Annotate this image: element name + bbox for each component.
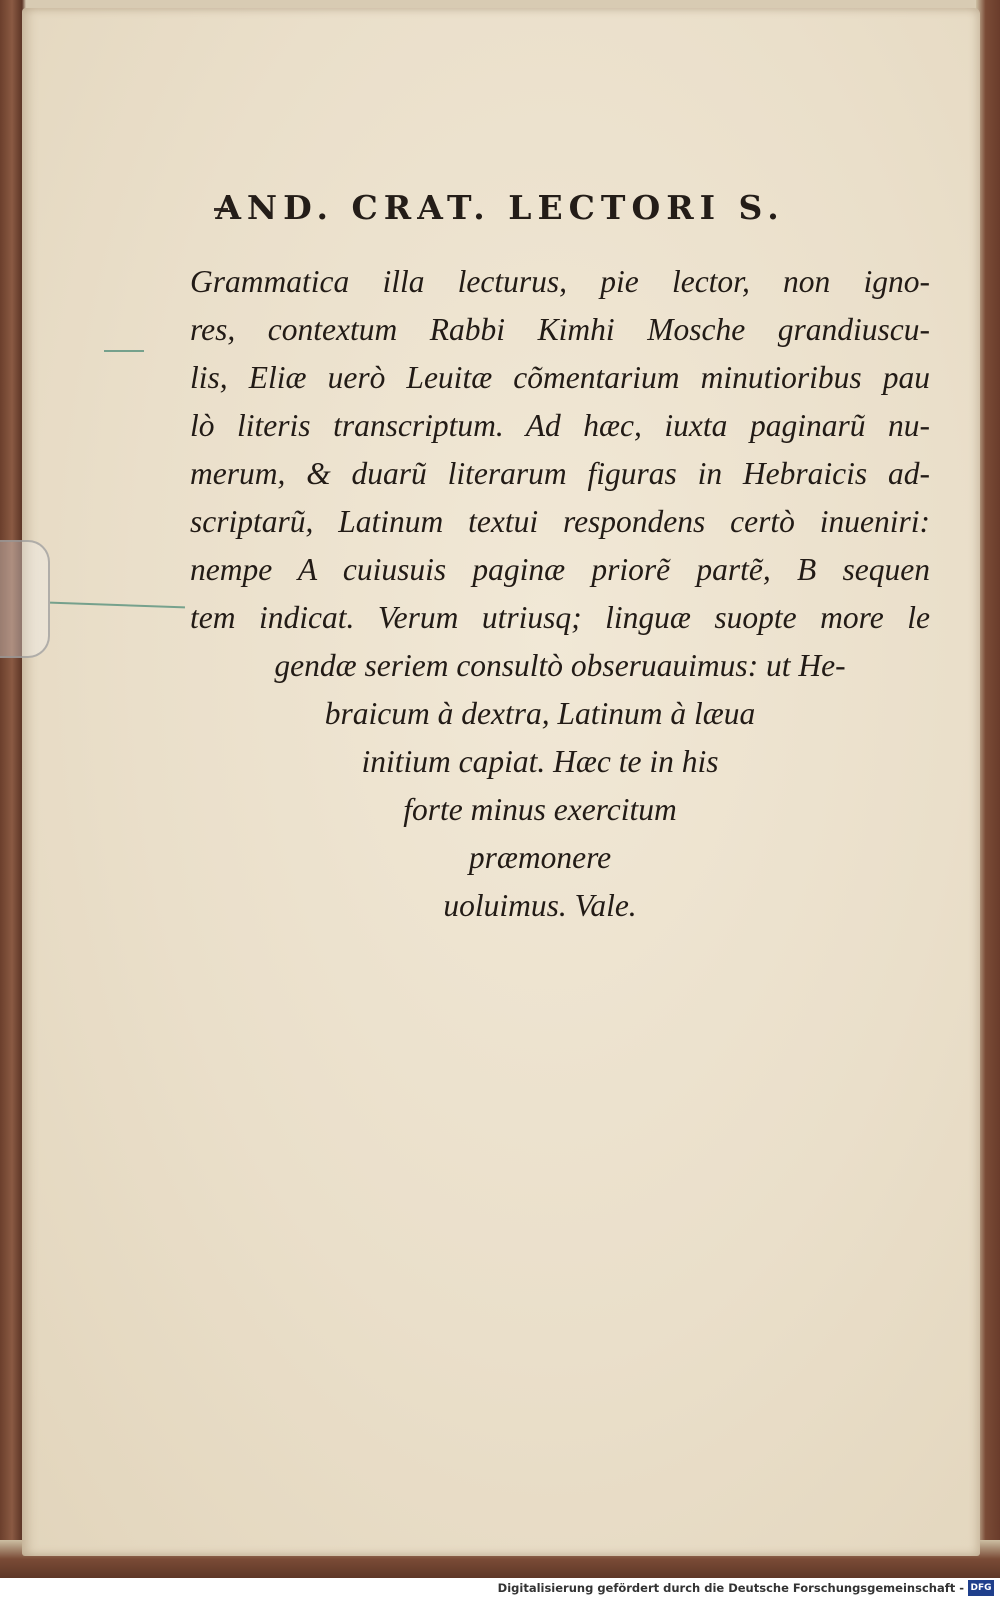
text-line: uoluimus. Vale. xyxy=(443,888,637,923)
page-clip xyxy=(0,540,50,658)
dfg-logo-icon: DFG xyxy=(968,1580,994,1596)
text-line: nempe A cuiusuis paginæ priorẽ partẽ, B sequen xyxy=(190,552,930,587)
text-line: tem indicat. Verum utriusq; linguæ suopte more le xyxy=(190,600,930,635)
text-line: præmonere xyxy=(468,840,612,875)
text-line: lò literis transcriptum. Ad hæc, iuxta paginarũ nu- xyxy=(190,408,930,443)
text-line: res, contextum Rabbi Kimhi Mosche grandiuscu- xyxy=(190,312,930,347)
text-line: scriptarũ, Latinum textui respondens certò inueniri: xyxy=(190,504,930,539)
page-heading: AND. CRAT. LECTORI S. xyxy=(215,188,785,227)
margin-pen-mark-small xyxy=(104,350,144,352)
text-line: initium capiat. Hæc te in his xyxy=(361,744,719,779)
text-line: lis, Eliæ uerò Leuitæ cõmentarium minutioribus pau xyxy=(190,360,930,395)
text-line: Grammatica illa lecturus, pie lector, non igno- xyxy=(190,264,930,299)
text-line: forte minus exercitum xyxy=(403,792,677,827)
text-line: braicum à dextra, Latinum à læua xyxy=(324,696,756,731)
footer-credit: Digitalisierung gefördert durch die Deutsche Forschungsgemeinschaft - xyxy=(497,1581,964,1595)
body-text-tapered xyxy=(170,642,910,930)
text-line: merum, & duarũ literarum figuras in Hebraicis ad- xyxy=(190,456,930,491)
body-text-justified xyxy=(190,258,930,642)
text-line: gendæ seriem consultò obseruauimus: ut He- xyxy=(274,648,846,683)
